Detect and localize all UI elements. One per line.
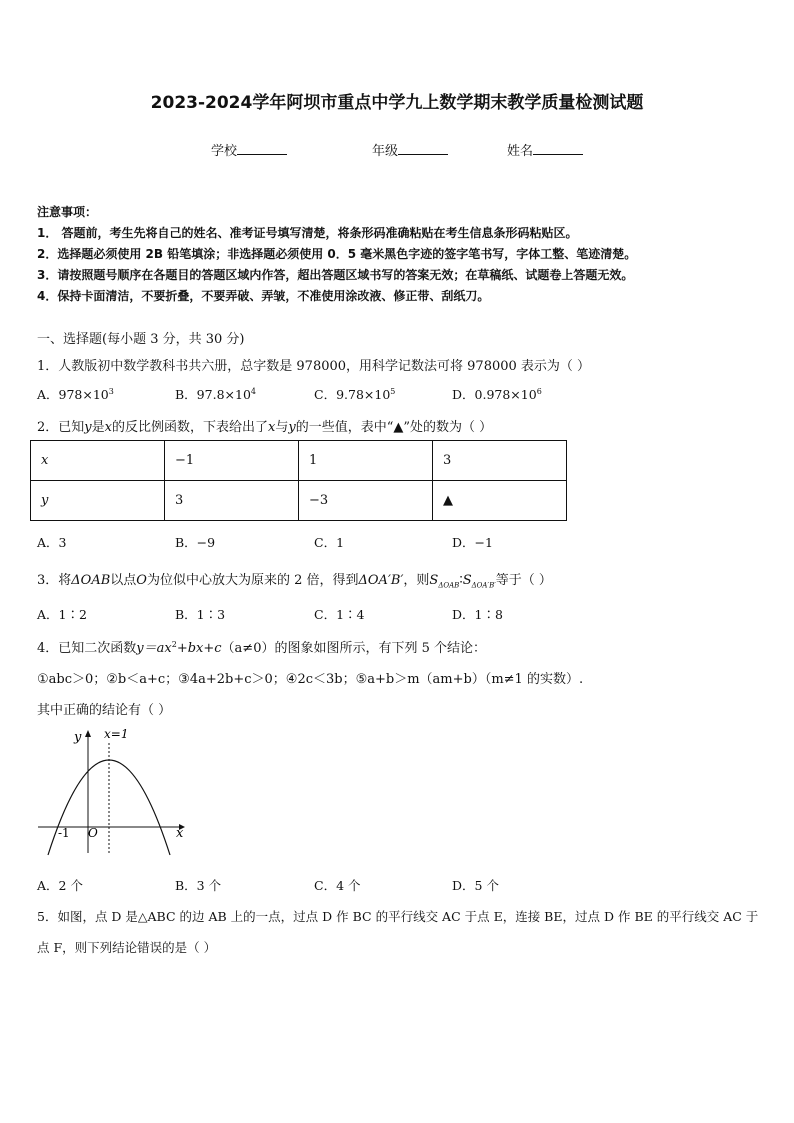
notice-item-4: 4．保持卡面清洁，不要折叠，不要弄破、弄皱，不准使用涂改液、修正带、刮纸刀。 <box>37 289 490 303</box>
q4-stem: 4．已知二次函数$y=ax^2+bx+c(a\ne 0)$的图象如图所示，有下列 5 个结论： <box>37 640 486 656</box>
table-cell: 3 <box>165 481 299 521</box>
school-label: 学校 <box>211 144 238 159</box>
name-blank <box>533 142 583 155</box>
name-field <box>507 140 583 159</box>
table-cell: −1 <box>165 441 299 481</box>
table-row <box>31 481 567 521</box>
q1-stem: 1．人教版初中数学教科书共六册，总字数是 978000，用科学记数法可将 978000 表示为（ ） <box>37 359 591 374</box>
q5-stem-line1: 5．如图，点 D 是△ABC 的边 AB 上的一点，过点 D 作 BC 的平行线交 AC 于点 E，连接 BE，过点 D 作 BE 的平行线交 AC 于 <box>37 909 759 924</box>
q2-option-b: B．−9 <box>175 535 216 550</box>
name-label: 姓名 <box>507 144 534 159</box>
q1-option-a: A．$978\times 10^3$ <box>37 387 114 402</box>
school-field <box>211 140 287 159</box>
q4-ask: 其中正确的结论有（ ） <box>37 703 172 718</box>
neg-one-label: -1 <box>58 826 70 840</box>
symmetry-axis-label: x=1 <box>104 727 129 741</box>
notice-heading: 注意事项： <box>37 205 98 219</box>
q4-option-c: C．4 个 <box>314 878 361 893</box>
q4-option-d: D．5 个 <box>452 878 499 893</box>
origin-label: O <box>88 826 98 840</box>
y-axis-label: y <box>74 730 82 745</box>
q2-option-a: A．3 <box>37 535 67 550</box>
q3-option-d: D．1∶8 <box>452 607 503 622</box>
q4-conclusions: ①abc＞0；②b＜a+c；③4a+2b+c＞0；④2c＜3b；⑤a+b＞m（am+b）（m≠1 的实数）. <box>37 672 584 687</box>
notice-item-3: 3．请按照题号顺序在各题目的答题区域内作答，超出答题区域书写的答案无效；在草稿纸、试题卷上答题无效。 <box>37 268 634 282</box>
table-cell: ▲ <box>433 481 567 521</box>
q2-value-table <box>30 440 567 521</box>
q3-option-a: A．1∶2 <box>37 607 87 622</box>
q3-option-c: C．1∶4 <box>314 607 365 622</box>
q1-option-d: D．$0.978\times 10^6$ <box>452 387 542 402</box>
table-cell: 3 <box>433 441 567 481</box>
grade-label: 年级 <box>372 144 399 159</box>
q2-option-c: C．1 <box>314 535 345 550</box>
q4-parabola-graph <box>34 725 194 860</box>
table-cell: −3 <box>299 481 433 521</box>
q3-stem: 3．将ΔOAB以点O为位似中心放大为原来的 2 倍，得到ΔOA′B′，则$S_{\Delta OAB}∶S_{\Delta OA'B'}$等于（ ） <box>37 573 552 590</box>
q5-stem-line2: 点 F，则下列结论错误的是（ ） <box>37 940 217 955</box>
q1-option-c: C．$9.78\times 10^5$ <box>314 387 396 402</box>
notice-item-2: 2．选择题必须使用 2B 铅笔填涂；非选择题必须使用 0．5 毫米黑色字迹的签字笔书写，字体工整、笔迹清楚。 <box>37 247 637 261</box>
school-blank <box>237 142 287 155</box>
q4-option-b: B．3 个 <box>175 878 222 893</box>
grade-blank <box>398 142 448 155</box>
table-cell: x <box>31 441 165 481</box>
section-heading: 一、选择题(每小题 3 分，共 30 分) <box>37 332 245 347</box>
grade-field <box>372 140 448 159</box>
table-cell: y <box>31 481 165 521</box>
q4-option-a: A．2 个 <box>37 878 83 893</box>
q2-option-d: D．−1 <box>452 535 493 550</box>
q3-option-b: B．1∶3 <box>175 607 226 622</box>
x-axis-label: x <box>176 826 184 841</box>
q2-stem: 2．已知y是x的反比例函数，下表给出了x与y的一些值，表中“▲”处的数为（ ） <box>37 420 493 435</box>
page-title: 2023-2024学年阿坝市重点中学九上数学期末教学质量检测试题 <box>150 93 644 113</box>
q1-option-b: B．$97.8\times 10^4$ <box>175 387 256 402</box>
table-cell: 1 <box>299 441 433 481</box>
table-row <box>31 441 567 481</box>
notice-item-1: 1． 答题前，考生先将自己的姓名、准考证号填写清楚，将条形码准确粘贴在考生信息条形码粘贴区。 <box>37 226 578 240</box>
y-axis-arrow <box>85 730 91 737</box>
